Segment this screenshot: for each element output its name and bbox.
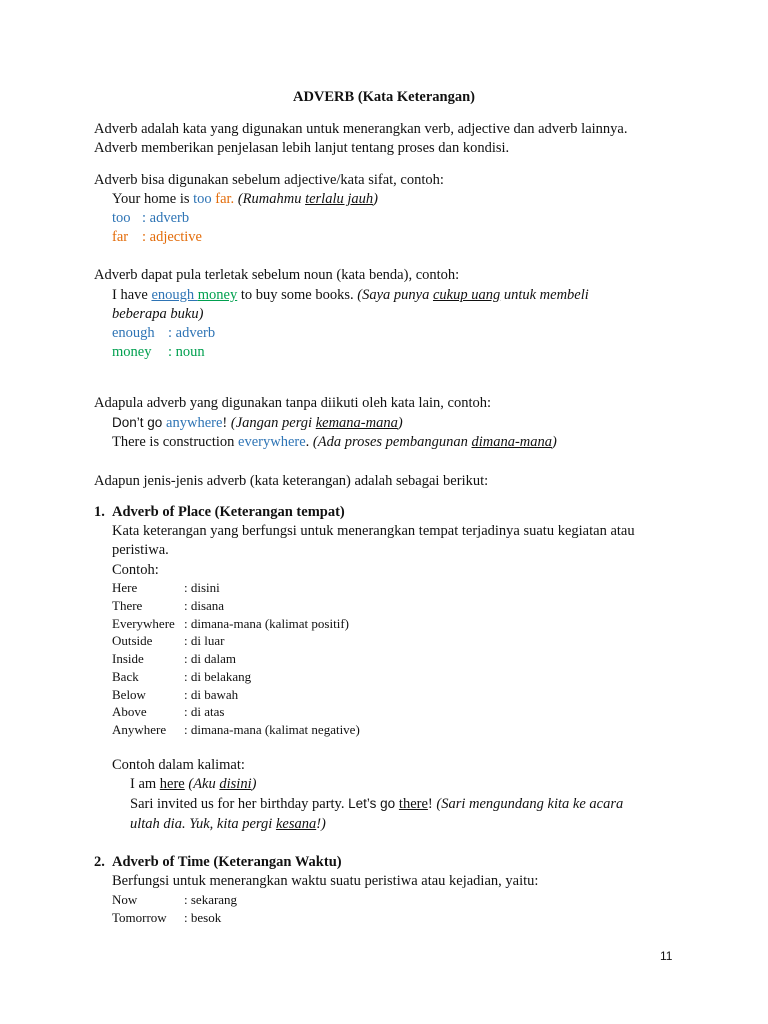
highlight-adverb: too <box>193 191 212 207</box>
example-text: Don’t go <box>112 415 167 430</box>
vocab-meaning: : di belakang <box>184 668 252 684</box>
translation-underlined: disini <box>219 776 252 792</box>
section-noun-lead: Adverb dapat pula terletak sebelum noun (kata benda), contoh: <box>94 267 460 283</box>
translation-text: (Sari mengundang kita ke acara <box>436 796 624 812</box>
translation-underlined: cukup uang <box>432 287 501 303</box>
vocab-word: Here <box>112 580 138 595</box>
vocab-row <box>112 632 225 650</box>
vocab-word: Back <box>112 668 139 684</box>
vocab-row <box>112 721 360 739</box>
example-text: I am <box>130 776 160 792</box>
translation-text: ) <box>251 776 257 792</box>
vocab-meaning: : besok <box>184 910 222 925</box>
page-number: 11 <box>660 949 673 963</box>
highlight-noun: money <box>197 287 238 303</box>
vocab-word: Anywhere <box>112 722 167 737</box>
definition-word: enough <box>112 325 155 341</box>
vocab-row <box>112 597 225 615</box>
place-sentence-lead: Contoh dalam kalimat: <box>112 757 245 773</box>
translation-text: untuk membeli <box>500 287 589 303</box>
example-text: Sari invited us for her birthday party. <box>130 796 349 812</box>
section-noun-example-cont: beberapa buku) <box>112 306 204 322</box>
translation-underlined: kemana-mana <box>315 415 398 431</box>
definition-word: money <box>112 344 152 360</box>
vocab-word: Tomorrow <box>112 910 167 925</box>
example-text: There is construction <box>112 434 239 450</box>
vocab-word: There <box>112 597 143 613</box>
example-text: . <box>305 434 313 450</box>
definition-meaning: : adjective <box>142 229 202 245</box>
translation-text: ) <box>397 415 403 431</box>
definition-meaning: : noun <box>168 344 205 360</box>
vocab-word: Below <box>112 686 146 702</box>
translation-text: !) <box>316 816 326 832</box>
vocab-meaning: : di luar <box>184 633 225 649</box>
definition-word: too <box>112 210 131 226</box>
translation-text: (Ada proses pembangunan <box>312 434 472 450</box>
vocab-row <box>112 668 252 686</box>
place-desc-1: Kata keterangan yang berfungsi untuk menerangkan tempat terjadinya suatu kegiatan atau <box>112 523 635 539</box>
place-sentence-1 <box>130 775 256 793</box>
section-standalone-example-1 <box>112 414 403 432</box>
translation-text: (Jangan pergi <box>230 415 316 431</box>
translation-text: (Saya punya <box>357 287 433 303</box>
example-text: Let’s go <box>348 796 399 811</box>
section-adjective-lead: Adverb bisa digunakan sebelum adjective/kata sifat, contoh: <box>94 172 444 188</box>
place-desc-2: peristiwa. <box>112 542 169 558</box>
place-heading: Adverb of Place (Keterangan tempat) <box>112 504 345 520</box>
example-text: ! <box>427 796 437 812</box>
vocab-row <box>112 615 349 633</box>
example-text: I have <box>112 287 152 303</box>
vocab-row <box>112 703 225 721</box>
definition-meaning: : adverb <box>168 325 216 341</box>
example-underlined: there <box>398 796 428 812</box>
section-standalone-lead: Adapula adverb yang digunakan tanpa diikuti oleh kata lain, contoh: <box>94 395 492 411</box>
example-text: ! <box>222 415 231 431</box>
definition-meaning: : adverb <box>142 210 190 226</box>
example-underlined: here <box>159 776 185 792</box>
highlight-adverb: anywhere <box>166 415 223 431</box>
place-sentence-2-cont <box>130 815 326 833</box>
example-text: to buy some books. <box>237 287 358 303</box>
definition-enough <box>112 324 216 342</box>
translation-underlined: dimana-mana <box>471 434 553 450</box>
definition-money <box>112 343 205 361</box>
vocab-meaning: : sekarang <box>184 892 238 907</box>
intro-line-2: Adverb memberikan penjelasan lebih lanjut tentang proses dan kondisi. <box>94 140 510 156</box>
vocab-word: Outside <box>112 633 153 649</box>
translation-text: (Aku <box>188 776 220 792</box>
time-heading: Adverb of Time (Keterangan Waktu) <box>112 854 342 870</box>
translation-text: (Rumahmu <box>237 191 306 207</box>
translation-text: ) <box>373 191 378 207</box>
translation-underlined: kesana <box>275 816 317 832</box>
place-number: 1. <box>94 504 105 520</box>
translation-text: ) <box>552 434 557 450</box>
highlight-adjective: far. <box>215 191 235 207</box>
vocab-meaning: : dimana-mana (kalimat negative) <box>184 722 360 737</box>
vocab-meaning: : di atas <box>184 704 225 720</box>
vocab-word: Above <box>112 704 147 720</box>
vocab-meaning: : disana <box>184 597 225 613</box>
vocab-word: Inside <box>112 651 144 666</box>
time-desc: Berfungsi untuk menerangkan waktu suatu peristiwa atau kejadian, yaitu: <box>112 873 539 889</box>
vocab-row <box>112 650 236 668</box>
place-sentence-2 <box>130 795 623 813</box>
time-number: 2. <box>94 854 105 870</box>
intro-line-1: Adverb adalah kata yang digunakan untuk menerangkan verb, adjective dan adverb lainnya. <box>94 121 628 137</box>
definition-word: far <box>112 229 129 245</box>
vocab-row <box>112 686 239 704</box>
example-text: Your home is <box>112 191 194 207</box>
vocab-meaning: : di bawah <box>184 686 239 702</box>
vocab-row <box>112 579 220 597</box>
section-standalone-example-2 <box>112 433 557 451</box>
vocab-row <box>112 909 222 927</box>
vocab-meaning: : di dalam <box>184 651 236 666</box>
definition-too <box>112 209 190 227</box>
vocab-meaning: : dimana-mana (kalimat positif) <box>184 615 349 631</box>
vocab-word: Now <box>112 892 138 907</box>
vocab-row <box>112 891 238 909</box>
highlight-adverb: enough <box>151 287 198 303</box>
section-adjective-example <box>112 190 378 208</box>
highlight-adverb: everywhere <box>238 434 306 450</box>
translation-underlined: terlalu jauh <box>305 191 374 207</box>
vocab-word: Everywhere <box>112 615 175 631</box>
types-lead: Adapun jenis-jenis adverb (kata keterangan) adalah sebagai berikut: <box>94 473 489 489</box>
section-noun-example <box>112 286 589 304</box>
vocab-meaning: : disini <box>184 580 220 595</box>
translation-text: ultah dia. Yuk, kita pergi <box>130 816 276 832</box>
definition-far <box>112 228 202 246</box>
place-contoh: Contoh: <box>112 562 159 578</box>
page-title: ADVERB (Kata Keterangan) <box>292 89 476 105</box>
